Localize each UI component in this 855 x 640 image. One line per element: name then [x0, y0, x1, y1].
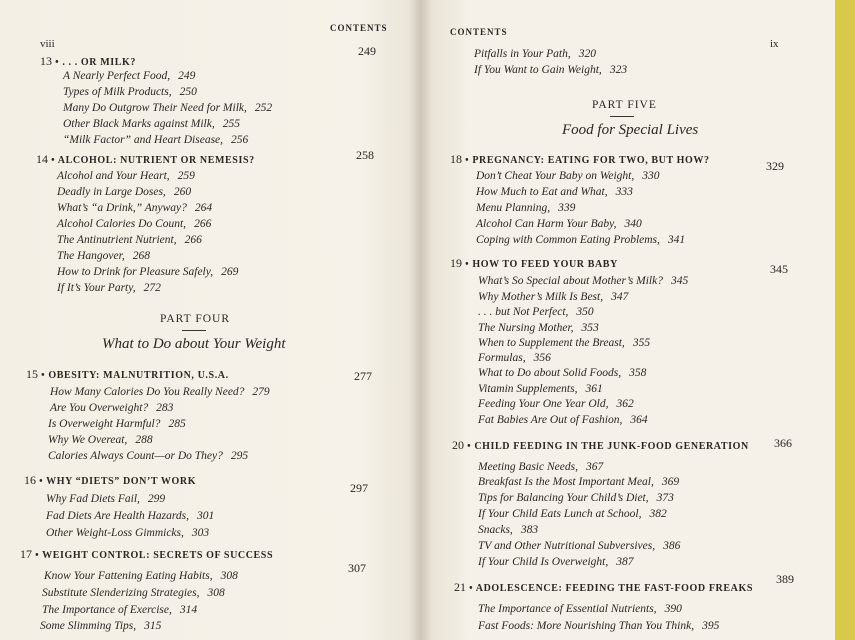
toc-entry: Tips for Balancing Your Child’s Diet, 373 — [478, 492, 674, 504]
chapter-number: 21 — [454, 580, 466, 594]
toc-entry: Many Do Outgrow Their Need for Milk, 252 — [63, 102, 273, 114]
chapter-page: 307 — [348, 561, 366, 575]
toc-entry: When to Supplement the Breast, 355 — [478, 337, 651, 349]
toc-entry: Fat Babies Are Out of Fashion, 364 — [478, 414, 648, 426]
toc-entry: Why Mother’s Milk Is Best, 347 — [478, 291, 629, 303]
toc-entry: Substitute Slenderizing Strategies, 308 — [42, 587, 225, 599]
running-head: CONTENTS — [450, 27, 508, 37]
toc-entry: Calories Always Count—or Do They? 295 — [48, 450, 249, 462]
toc-entry: What’s So Special about Mother’s Milk? 345 — [478, 275, 689, 287]
running-head: CONTENTS — [330, 23, 388, 33]
toc-entry: How to Drink for Pleasure Safely, 269 — [57, 266, 239, 278]
chapter-number: 13 — [40, 54, 52, 68]
right-page — [420, 0, 835, 640]
part-title: What to Do about Your Weight — [102, 336, 286, 352]
toc-entry: Alcohol and Your Heart, 259 — [57, 170, 195, 182]
toc-entry: The Importance of Essential Nutrients, 390 — [478, 603, 682, 615]
toc-entry: Are You Overweight? 283 — [50, 402, 174, 414]
chapter-number: 20 — [452, 438, 464, 452]
chapter-heading: 19 • HOW TO FEED YOUR BABY — [450, 256, 618, 270]
toc-entry: Alcohol Calories Do Count, 266 — [57, 218, 212, 230]
chapter-heading: 21 • ADOLESCENCE: FEEDING THE FAST-FOOD FREAKS — [454, 580, 753, 594]
chapter-title: OBESITY: MALNUTRITION, U.S.A. — [48, 370, 229, 381]
toc-entry: Know Your Fattening Eating Habits, 308 — [44, 570, 238, 582]
chapter-page: 366 — [774, 436, 792, 450]
toc-entry: The Antinutrient Nutrient, 266 — [57, 234, 202, 246]
page-number: viii — [40, 38, 55, 50]
toc-entry: Don’t Cheat Your Baby on Weight, 330 — [476, 170, 660, 182]
toc-entry: Why We Overeat, 288 — [48, 434, 153, 446]
left-page — [0, 0, 420, 640]
toc-entry: Snacks, 383 — [478, 524, 539, 536]
toc-entry: If It’s Your Party, 272 — [57, 282, 161, 294]
toc-entry: Why Fad Diets Fail, 299 — [46, 493, 166, 505]
chapter-title: ALCOHOL: NUTRIENT OR NEMESIS? — [57, 155, 255, 166]
toc-entry: A Nearly Perfect Food, 249 — [63, 70, 196, 82]
chapter-number: 14 — [36, 152, 48, 166]
chapter-number: 15 — [26, 367, 38, 381]
toc-entry: Other Weight-Loss Gimmicks, 303 — [46, 527, 210, 539]
toc-entry: Feeding Your One Year Old, 362 — [478, 398, 634, 410]
toc-entry: Pitfalls in Your Path, 320 — [474, 48, 596, 60]
toc-entry: If Your Child Eats Lunch at School, 382 — [478, 508, 667, 520]
chapter-title: . . . OR MILK? — [62, 57, 136, 68]
toc-entry: How Many Calories Do You Really Need? 279 — [50, 386, 270, 398]
toc-entry: Coping with Common Eating Problems, 341 — [476, 234, 686, 246]
toc-entry: Other Black Marks against Milk, 255 — [63, 118, 240, 130]
chapter-title: ADOLESCENCE: FEEDING THE FAST-FOOD FREAKS — [475, 583, 753, 594]
part-rule — [610, 116, 634, 117]
book-gutter — [408, 0, 432, 640]
chapter-number: 18 — [450, 152, 462, 166]
page-number: ix — [770, 38, 779, 50]
part-label: PART FOUR — [160, 313, 230, 325]
chapter-page: 329 — [766, 159, 784, 173]
toc-entry: . . . but Not Perfect, 350 — [478, 306, 594, 318]
toc-entry: The Nursing Mother, 353 — [478, 322, 599, 334]
toc-entry: Fad Diets Are Health Hazards, 301 — [46, 510, 215, 522]
toc-entry: Formulas, 356 — [478, 352, 551, 364]
toc-entry: Fast Foods: More Nourishing Than You Think, 395 — [478, 620, 720, 632]
part-title: Food for Special Lives — [562, 122, 699, 138]
toc-entry: Is Overweight Harmful? 285 — [48, 418, 186, 430]
toc-entry: Alcohol Can Harm Your Baby, 340 — [476, 218, 642, 230]
chapter-page: 389 — [776, 572, 794, 586]
toc-entry: If You Want to Gain Weight, 323 — [474, 64, 628, 76]
chapter-page: 258 — [356, 148, 374, 162]
toc-entry: How Much to Eat and What, 333 — [476, 186, 633, 198]
chapter-title: WEIGHT CONTROL: SECRETS OF SUCCESS — [42, 550, 274, 561]
toc-entry: If Your Child Is Overweight, 387 — [478, 556, 634, 568]
chapter-heading: 20 • CHILD FEEDING IN THE JUNK-FOOD GENERATION — [452, 438, 749, 452]
toc-entry: Some Slimming Tips, 315 — [40, 620, 162, 632]
chapter-heading: 13 • . . . OR MILK? — [40, 54, 136, 68]
part-rule — [182, 330, 206, 331]
part-label: PART FIVE — [592, 99, 657, 111]
toc-entry: Types of Milk Products, 250 — [63, 86, 197, 98]
toc-entry: Menu Planning, 339 — [476, 202, 576, 214]
toc-entry: The Hangover, 268 — [57, 250, 150, 262]
chapter-title: WHY “DIETS” DON’T WORK — [46, 476, 197, 487]
chapter-number: 17 — [20, 547, 32, 561]
toc-entry: Breakfast Is the Most Important Meal, 369 — [478, 476, 680, 488]
toc-entry: The Importance of Exercise, 314 — [42, 604, 198, 616]
chapter-heading: 16 • WHY “DIETS” DON’T WORK — [24, 473, 197, 487]
toc-entry: What’s “a Drink,” Anyway? 264 — [57, 202, 213, 214]
chapter-page: 297 — [350, 481, 368, 495]
toc-entry: TV and Other Nutritional Subversives, 386 — [478, 540, 681, 552]
chapter-page: 249 — [358, 44, 376, 58]
chapter-heading: 17 • WEIGHT CONTROL: SECRETS OF SUCCESS — [20, 547, 274, 561]
toc-entry: Deadly in Large Doses, 260 — [57, 186, 192, 198]
toc-entry: What to Do about Solid Foods, 358 — [478, 367, 647, 379]
chapter-page: 277 — [354, 369, 372, 383]
chapter-title: CHILD FEEDING IN THE JUNK-FOOD GENERATION — [474, 441, 749, 452]
chapter-number: 16 — [24, 473, 36, 487]
chapter-heading: 18 • PREGNANCY: EATING FOR TWO, BUT HOW? — [450, 152, 710, 166]
toc-entry: Meeting Basic Needs, 367 — [478, 461, 604, 473]
chapter-title: HOW TO FEED YOUR BABY — [472, 259, 618, 270]
chapter-heading: 14 • ALCOHOL: NUTRIENT OR NEMESIS? — [36, 152, 255, 166]
toc-entry: “Milk Factor” and Heart Disease, 256 — [63, 134, 249, 146]
chapter-title: PREGNANCY: EATING FOR TWO, BUT HOW? — [472, 155, 710, 166]
chapter-heading: 15 • OBESITY: MALNUTRITION, U.S.A. — [26, 367, 229, 381]
chapter-number: 19 — [450, 256, 462, 270]
chapter-page: 345 — [770, 262, 788, 276]
toc-entry: Vitamin Supplements, 361 — [478, 383, 603, 395]
